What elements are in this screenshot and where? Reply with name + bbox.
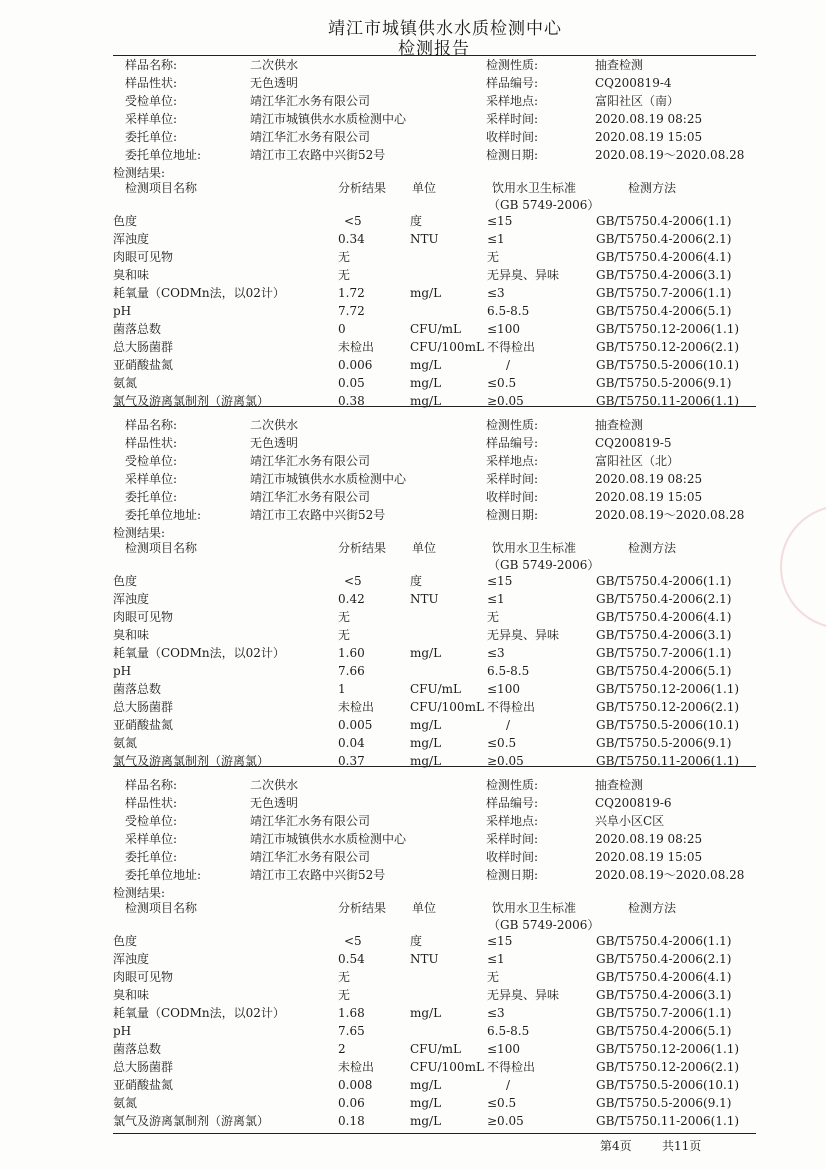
item-unit: mg/L bbox=[410, 376, 442, 390]
item-method: GB/T5750.7-2006(1.1) bbox=[596, 286, 732, 300]
item-unit: CFU/mL bbox=[410, 322, 462, 336]
info-value: 兴阜小区C区 bbox=[595, 814, 665, 828]
item-standard: ≤0.5 bbox=[487, 376, 517, 390]
info-value: 2020.08.19～2020.08.28 bbox=[595, 508, 745, 522]
item-unit: NTU bbox=[410, 952, 439, 966]
item-name: 耗氧量（CODMn法，以02计） bbox=[113, 286, 285, 300]
item-method: GB/T5750.4-2006(5.1) bbox=[596, 304, 732, 318]
item-method: GB/T5750.7-2006(1.1) bbox=[596, 646, 732, 660]
report-title: 检测报告 bbox=[398, 39, 470, 59]
col-header-result: 分析结果 bbox=[338, 541, 387, 555]
item-unit: mg/L bbox=[410, 1006, 442, 1020]
col-header-standard-ref: （GB 5749-2006） bbox=[488, 198, 600, 212]
col-header-method: 检测方法 bbox=[628, 181, 677, 195]
item-unit: mg/L bbox=[410, 286, 442, 300]
page-total: 共11页 bbox=[662, 1139, 702, 1153]
item-standard: ≤100 bbox=[487, 682, 520, 696]
item-unit: mg/L bbox=[410, 718, 442, 732]
item-method: GB/T5750.12-2006(2.1) bbox=[596, 700, 740, 714]
item-name: 浑浊度 bbox=[113, 592, 150, 606]
item-method: GB/T5750.4-2006(1.1) bbox=[596, 214, 732, 228]
item-unit: CFU/100mL bbox=[410, 700, 484, 714]
col-header-method: 检测方法 bbox=[628, 901, 677, 915]
item-result: 1.68 bbox=[338, 1006, 365, 1020]
item-standard: 无异臭、异味 bbox=[487, 628, 560, 642]
item-unit: mg/L bbox=[410, 646, 442, 660]
info-label: 样品名称: bbox=[125, 418, 178, 432]
item-name: 亚硝酸盐氮 bbox=[113, 358, 174, 372]
info-value: 无色透明 bbox=[250, 436, 299, 450]
item-name: 菌落总数 bbox=[113, 682, 162, 696]
info-value: 无色透明 bbox=[250, 796, 299, 810]
item-result: 7.72 bbox=[338, 304, 365, 318]
item-name: 色度 bbox=[113, 214, 138, 228]
info-label: 检测日期: bbox=[486, 868, 539, 882]
info-value: 富阳社区（北） bbox=[595, 454, 680, 468]
info-label: 检测性质: bbox=[486, 778, 539, 792]
item-name: 肉眼可见物 bbox=[113, 970, 174, 984]
info-value: 二次供水 bbox=[250, 58, 299, 72]
info-value: 无色透明 bbox=[250, 76, 299, 90]
item-method: GB/T5750.4-2006(3.1) bbox=[596, 628, 732, 642]
item-standard: 不得检出 bbox=[487, 340, 536, 354]
results-label: 检测结果: bbox=[113, 166, 166, 180]
info-value: 靖江华汇水务有限公司 bbox=[250, 94, 371, 108]
item-result: 0.06 bbox=[338, 1096, 365, 1110]
info-label: 检测日期: bbox=[486, 508, 539, 522]
item-result: 未检出 bbox=[338, 700, 375, 714]
info-label: 受检单位: bbox=[125, 814, 178, 828]
info-label: 收样时间: bbox=[486, 850, 539, 864]
item-result: 1.72 bbox=[338, 286, 365, 300]
item-method: GB/T5750.12-2006(1.1) bbox=[596, 1042, 740, 1056]
info-label: 采样时间: bbox=[486, 472, 539, 486]
info-label: 检测性质: bbox=[486, 58, 539, 72]
item-standard: ≥0.05 bbox=[487, 754, 524, 768]
item-name: 氨氮 bbox=[113, 736, 138, 750]
item-name: 菌落总数 bbox=[113, 322, 162, 336]
item-standard: 无 bbox=[487, 250, 500, 264]
item-result: 0.54 bbox=[338, 952, 365, 966]
item-method: GB/T5750.12-2006(1.1) bbox=[596, 682, 740, 696]
item-name: 氯气及游离氯制剂（游离氯） bbox=[113, 754, 270, 768]
item-standard: ≤15 bbox=[487, 574, 513, 588]
item-unit: mg/L bbox=[410, 1114, 442, 1128]
item-name: pH bbox=[113, 664, 132, 678]
item-unit: mg/L bbox=[410, 394, 442, 408]
item-name: 总大肠菌群 bbox=[113, 700, 174, 714]
info-value: CQ200819-4 bbox=[595, 76, 672, 90]
item-result: 7.66 bbox=[338, 664, 365, 678]
info-label: 样品编号: bbox=[486, 436, 539, 450]
item-method: GB/T5750.4-2006(2.1) bbox=[596, 592, 732, 606]
info-label: 采样单位: bbox=[125, 832, 178, 846]
col-header-standard-ref: （GB 5749-2006） bbox=[488, 558, 600, 572]
item-name: 氯气及游离氯制剂（游离氯） bbox=[113, 394, 270, 408]
item-standard: ≤15 bbox=[487, 214, 513, 228]
item-method: GB/T5750.5-2006(9.1) bbox=[596, 1096, 732, 1110]
info-value: 2020.08.19～2020.08.28 bbox=[595, 868, 745, 882]
item-name: 总大肠菌群 bbox=[113, 340, 174, 354]
info-label: 样品名称: bbox=[125, 778, 178, 792]
info-value: 2020.08.19 15:05 bbox=[595, 130, 703, 144]
info-label: 收样时间: bbox=[486, 130, 539, 144]
item-standard: 6.5-8.5 bbox=[487, 1024, 530, 1038]
item-name: 浑浊度 bbox=[113, 952, 150, 966]
item-result: 无 bbox=[338, 610, 351, 624]
info-label: 采样地点: bbox=[486, 454, 539, 468]
item-method: GB/T5750.5-2006(9.1) bbox=[596, 736, 732, 750]
info-label: 委托单位: bbox=[125, 490, 178, 504]
item-unit: 度 bbox=[410, 934, 423, 948]
item-name: 臭和味 bbox=[113, 988, 150, 1002]
info-label: 委托单位: bbox=[125, 850, 178, 864]
info-value: 靖江华汇水务有限公司 bbox=[250, 490, 371, 504]
item-result: 0.37 bbox=[338, 754, 365, 768]
info-label: 采样时间: bbox=[486, 832, 539, 846]
item-method: GB/T5750.12-2006(2.1) bbox=[596, 340, 740, 354]
item-result: 0.05 bbox=[338, 376, 365, 390]
item-standard: ≤3 bbox=[487, 1006, 505, 1020]
info-label: 委托单位地址: bbox=[125, 508, 202, 522]
info-label: 样品编号: bbox=[486, 76, 539, 90]
info-label: 样品性状: bbox=[125, 76, 178, 90]
info-label: 检测日期: bbox=[486, 148, 539, 162]
info-value: 靖江华汇水务有限公司 bbox=[250, 454, 371, 468]
item-result: 0.38 bbox=[338, 394, 365, 408]
item-name: 色度 bbox=[113, 574, 138, 588]
item-result: 0.34 bbox=[338, 232, 365, 246]
info-label: 委托单位地址: bbox=[125, 868, 202, 882]
col-header-standard: 饮用水卫生标准 bbox=[492, 181, 577, 195]
item-method: GB/T5750.5-2006(10.1) bbox=[596, 358, 740, 372]
info-label: 样品性状: bbox=[125, 436, 178, 450]
item-standard: ≤100 bbox=[487, 1042, 520, 1056]
item-name: 氯气及游离氯制剂（游离氯） bbox=[113, 1114, 270, 1128]
item-standard: ≥0.05 bbox=[487, 394, 524, 408]
info-value: 2020.08.19 15:05 bbox=[595, 490, 703, 504]
center-title: 靖江市城镇供水水质检测中心 bbox=[328, 19, 562, 39]
item-name: 臭和味 bbox=[113, 268, 150, 282]
item-standard: / bbox=[506, 358, 511, 372]
item-standard: ≥0.05 bbox=[487, 1114, 524, 1128]
info-label: 样品名称: bbox=[125, 58, 178, 72]
item-name: 亚硝酸盐氮 bbox=[113, 718, 174, 732]
item-result: <5 bbox=[344, 214, 362, 228]
item-result: 无 bbox=[338, 988, 351, 1002]
item-unit: CFU/100mL bbox=[410, 340, 484, 354]
item-name: 氨氮 bbox=[113, 376, 138, 390]
item-unit: CFU/mL bbox=[410, 1042, 462, 1056]
item-name: 肉眼可见物 bbox=[113, 610, 174, 624]
col-header-method: 检测方法 bbox=[628, 541, 677, 555]
item-unit: mg/L bbox=[410, 1078, 442, 1092]
info-value: 2020.08.19 08:25 bbox=[595, 472, 703, 486]
item-result: 无 bbox=[338, 970, 351, 984]
item-result: 2 bbox=[338, 1042, 346, 1056]
item-name: pH bbox=[113, 304, 132, 318]
col-header-unit: 单位 bbox=[412, 901, 437, 915]
info-label: 采样单位: bbox=[125, 472, 178, 486]
item-unit: mg/L bbox=[410, 1096, 442, 1110]
results-label: 检测结果: bbox=[113, 526, 166, 540]
item-standard: 无异臭、异味 bbox=[487, 268, 560, 282]
item-name: 总大肠菌群 bbox=[113, 1060, 174, 1074]
info-value: 靖江市城镇供水水质检测中心 bbox=[250, 472, 407, 486]
item-method: GB/T5750.5-2006(10.1) bbox=[596, 1078, 740, 1092]
item-standard: 无 bbox=[487, 610, 500, 624]
item-result: 0.42 bbox=[338, 592, 365, 606]
item-method: GB/T5750.11-2006(1.1) bbox=[596, 1114, 740, 1128]
item-method: GB/T5750.4-2006(2.1) bbox=[596, 232, 732, 246]
item-unit: mg/L bbox=[410, 358, 442, 372]
item-name: 耗氧量（CODMn法，以02计） bbox=[113, 646, 285, 660]
item-unit: 度 bbox=[410, 214, 423, 228]
item-standard: 无 bbox=[487, 970, 500, 984]
item-method: GB/T5750.4-2006(3.1) bbox=[596, 268, 732, 282]
info-label: 采样地点: bbox=[486, 814, 539, 828]
page-number: 第4页 bbox=[600, 1139, 632, 1153]
item-result: 无 bbox=[338, 268, 351, 282]
item-result: 0.005 bbox=[338, 718, 373, 732]
item-method: GB/T5750.5-2006(9.1) bbox=[596, 376, 732, 390]
info-value: 靖江市工农路中兴街52号 bbox=[250, 508, 386, 522]
info-value: 2020.08.19 15:05 bbox=[595, 850, 703, 864]
item-result: 1 bbox=[338, 682, 346, 696]
item-standard: ≤1 bbox=[487, 592, 505, 606]
info-label: 受检单位: bbox=[125, 454, 178, 468]
item-result: 无 bbox=[338, 250, 351, 264]
item-standard: 不得检出 bbox=[487, 700, 536, 714]
item-method: GB/T5750.4-2006(5.1) bbox=[596, 1024, 732, 1038]
info-label: 采样时间: bbox=[486, 112, 539, 126]
info-value: 靖江市工农路中兴街52号 bbox=[250, 148, 386, 162]
info-value: 靖江华汇水务有限公司 bbox=[250, 850, 371, 864]
item-method: GB/T5750.4-2006(4.1) bbox=[596, 970, 732, 984]
item-standard: ≤15 bbox=[487, 934, 513, 948]
item-standard: / bbox=[506, 1078, 511, 1092]
info-label: 检测性质: bbox=[486, 418, 539, 432]
info-value: 二次供水 bbox=[250, 418, 299, 432]
item-result: 0.006 bbox=[338, 358, 373, 372]
item-name: 氨氮 bbox=[113, 1096, 138, 1110]
info-label: 委托单位地址: bbox=[125, 148, 202, 162]
item-method: GB/T5750.4-2006(2.1) bbox=[596, 952, 732, 966]
item-standard: ≤1 bbox=[487, 952, 505, 966]
info-value: 抽查检测 bbox=[595, 58, 644, 72]
item-method: GB/T5750.4-2006(3.1) bbox=[596, 988, 732, 1002]
item-method: GB/T5750.4-2006(4.1) bbox=[596, 610, 732, 624]
item-result: <5 bbox=[344, 934, 362, 948]
item-method: GB/T5750.4-2006(5.1) bbox=[596, 664, 732, 678]
item-result: <5 bbox=[344, 574, 362, 588]
col-header-unit: 单位 bbox=[412, 181, 437, 195]
info-label: 采样单位: bbox=[125, 112, 178, 126]
info-value: CQ200819-6 bbox=[595, 796, 672, 810]
info-value: 靖江市城镇供水水质检测中心 bbox=[250, 112, 407, 126]
item-standard: 6.5-8.5 bbox=[487, 304, 530, 318]
results-label: 检测结果: bbox=[113, 886, 166, 900]
item-result: 0 bbox=[338, 322, 346, 336]
info-value: 抽查检测 bbox=[595, 418, 644, 432]
item-standard: ≤0.5 bbox=[487, 736, 517, 750]
item-standard: ≤0.5 bbox=[487, 1096, 517, 1110]
item-result: 无 bbox=[338, 628, 351, 642]
info-label: 采样地点: bbox=[486, 94, 539, 108]
item-name: 菌落总数 bbox=[113, 1042, 162, 1056]
item-result: 未检出 bbox=[338, 1060, 375, 1074]
item-unit: NTU bbox=[410, 592, 439, 606]
item-result: 0.008 bbox=[338, 1078, 373, 1092]
item-standard: ≤3 bbox=[487, 646, 505, 660]
item-unit: 度 bbox=[410, 574, 423, 588]
col-header-standard: 饮用水卫生标准 bbox=[492, 541, 577, 555]
item-name: 浑浊度 bbox=[113, 232, 150, 246]
item-method: GB/T5750.4-2006(4.1) bbox=[596, 250, 732, 264]
item-standard: 不得检出 bbox=[487, 1060, 536, 1074]
item-name: 亚硝酸盐氮 bbox=[113, 1078, 174, 1092]
info-label: 委托单位: bbox=[125, 130, 178, 144]
item-standard: ≤1 bbox=[487, 232, 505, 246]
info-value: 2020.08.19 08:25 bbox=[595, 112, 703, 126]
info-value: 二次供水 bbox=[250, 778, 299, 792]
col-header-result: 分析结果 bbox=[338, 901, 387, 915]
item-name: 色度 bbox=[113, 934, 138, 948]
info-value: 2020.08.19～2020.08.28 bbox=[595, 148, 745, 162]
item-method: GB/T5750.5-2006(10.1) bbox=[596, 718, 740, 732]
item-method: GB/T5750.12-2006(1.1) bbox=[596, 322, 740, 336]
info-value: 靖江华汇水务有限公司 bbox=[250, 814, 371, 828]
item-method: GB/T5750.11-2006(1.1) bbox=[596, 754, 740, 768]
info-label: 受检单位: bbox=[125, 94, 178, 108]
info-value: 靖江市工农路中兴街52号 bbox=[250, 868, 386, 882]
info-value: 富阳社区（南） bbox=[595, 94, 680, 108]
info-label: 收样时间: bbox=[486, 490, 539, 504]
item-result: 未检出 bbox=[338, 340, 375, 354]
col-header-standard-ref: （GB 5749-2006） bbox=[488, 918, 600, 932]
item-unit: NTU bbox=[410, 232, 439, 246]
col-header-item: 检测项目名称 bbox=[125, 541, 198, 555]
item-name: 肉眼可见物 bbox=[113, 250, 174, 264]
item-method: GB/T5750.11-2006(1.1) bbox=[596, 394, 740, 408]
item-standard: ≤100 bbox=[487, 322, 520, 336]
col-header-result: 分析结果 bbox=[338, 181, 387, 195]
item-name: pH bbox=[113, 1024, 132, 1038]
col-header-unit: 单位 bbox=[412, 541, 437, 555]
col-header-item: 检测项目名称 bbox=[125, 181, 198, 195]
item-standard: 无异臭、异味 bbox=[487, 988, 560, 1002]
item-result: 7.65 bbox=[338, 1024, 365, 1038]
info-value: CQ200819-5 bbox=[595, 436, 672, 450]
item-method: GB/T5750.4-2006(1.1) bbox=[596, 934, 732, 948]
item-result: 0.18 bbox=[338, 1114, 365, 1128]
item-standard: / bbox=[506, 718, 511, 732]
item-unit: mg/L bbox=[410, 736, 442, 750]
item-unit: mg/L bbox=[410, 754, 442, 768]
item-name: 耗氧量（CODMn法，以02计） bbox=[113, 1006, 285, 1020]
item-result: 1.60 bbox=[338, 646, 365, 660]
item-method: GB/T5750.7-2006(1.1) bbox=[596, 1006, 732, 1020]
item-unit: CFU/100mL bbox=[410, 1060, 484, 1074]
col-header-standard: 饮用水卫生标准 bbox=[492, 901, 577, 915]
info-label: 样品性状: bbox=[125, 796, 178, 810]
item-method: GB/T5750.12-2006(2.1) bbox=[596, 1060, 740, 1074]
item-standard: ≤3 bbox=[487, 286, 505, 300]
info-value: 抽查检测 bbox=[595, 778, 644, 792]
item-method: GB/T5750.4-2006(1.1) bbox=[596, 574, 732, 588]
col-header-item: 检测项目名称 bbox=[125, 901, 198, 915]
info-value: 靖江华汇水务有限公司 bbox=[250, 130, 371, 144]
info-value: 靖江市城镇供水水质检测中心 bbox=[250, 832, 407, 846]
item-standard: 6.5-8.5 bbox=[487, 664, 530, 678]
item-name: 臭和味 bbox=[113, 628, 150, 642]
info-value: 2020.08.19 08:25 bbox=[595, 832, 703, 846]
info-label: 样品编号: bbox=[486, 796, 539, 810]
item-result: 0.04 bbox=[338, 736, 365, 750]
item-unit: CFU/mL bbox=[410, 682, 462, 696]
